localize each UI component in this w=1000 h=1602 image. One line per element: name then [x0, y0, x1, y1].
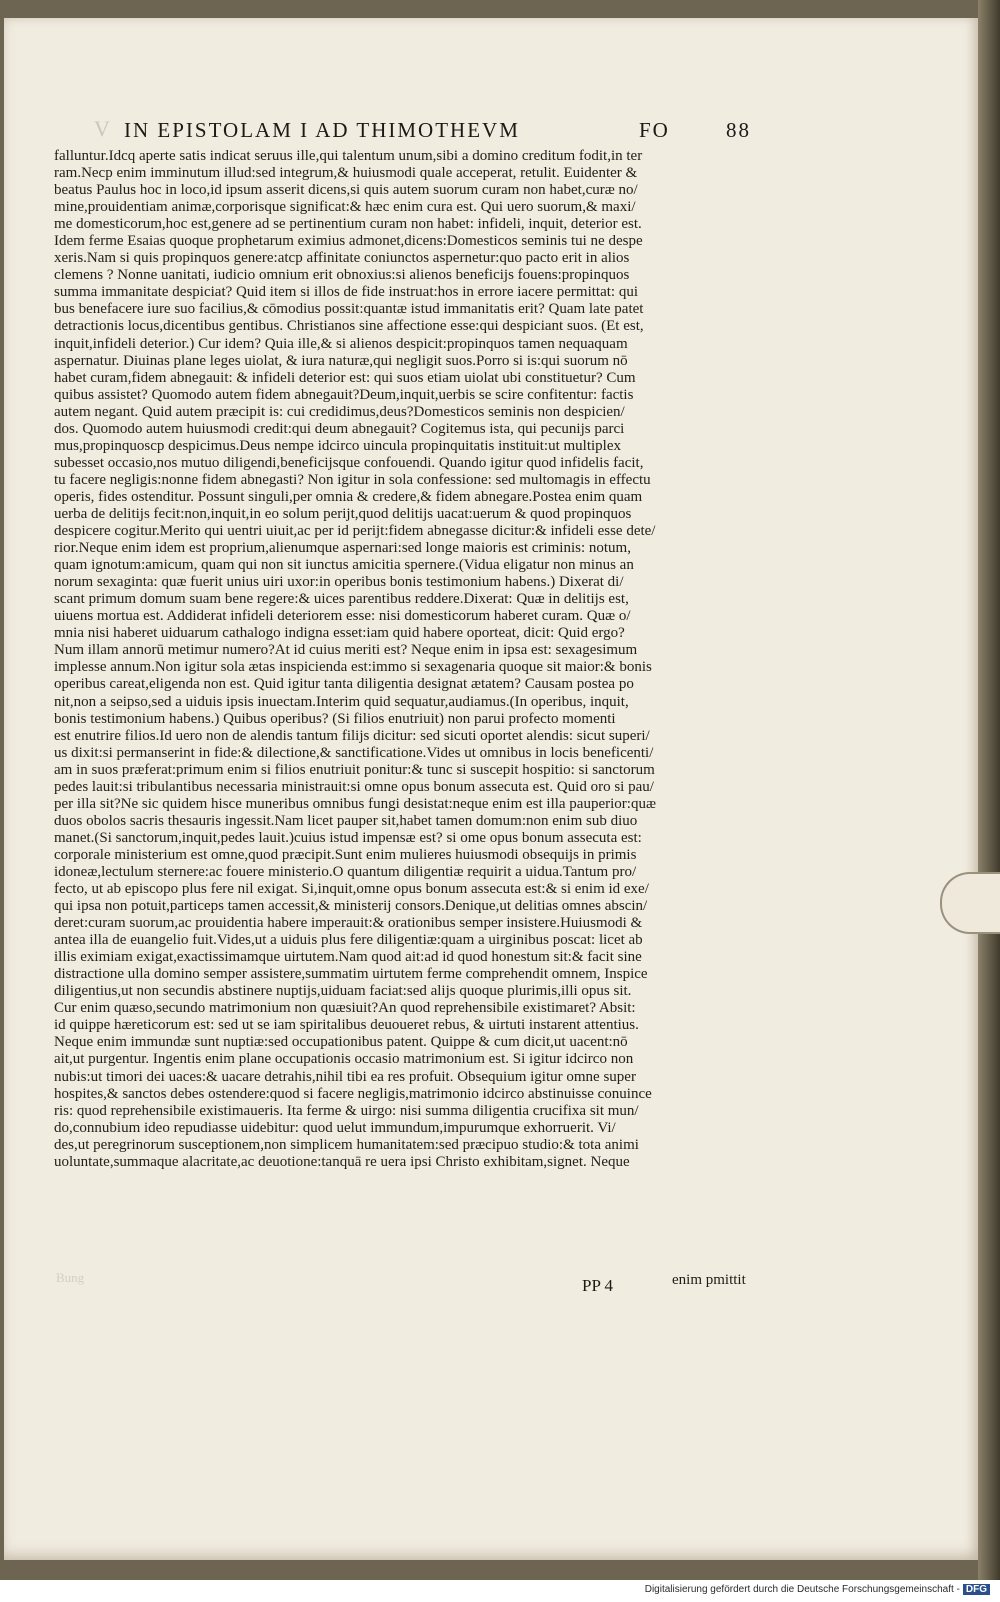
- text-line: bus benefacere iure suo facilius,& cōmodius possit:quantæ istud immanitatis erit? Quam late patet: [54, 301, 644, 318]
- page-edge-shadow: [978, 0, 1000, 1580]
- running-header: [94, 116, 774, 148]
- text-line: mnia nisi haberet uiduarum cathalogo indigna esset:iam quid habere oporteat, dicit: Quid ergo?: [54, 625, 625, 642]
- text-line: am in suos præferat:primum enim si filios enutriuit ponitur:& tunc si suscepit hospitio: si sanctorum: [54, 761, 655, 778]
- text-line: rior.Neque enim idem est proprium,alienumque aspernari:sed longe maioris est criminis: notum,: [54, 540, 631, 557]
- text-line: implesse annum.Non igitur sola ætas inspicienda est:immo si sexagenaria quoque sit maior:& bonis: [54, 659, 652, 676]
- text-line: operis, fides ostenditur. Possunt singuli,per omnia & credere,& fidem abnegare.Postea enim quam: [54, 488, 643, 505]
- text-line: uerba de delitijs fecit:non,inquit,in eo solum perijt,quod delitijs uacat:uerum & quod propinquos: [54, 505, 632, 522]
- text-line: aspernatur. Diuinas plane leges uiolat, & iura naturæ,qui negligit suos.Porro si is:qui suorum nō: [54, 352, 628, 369]
- text-line: despicere cogitur.Merito qui uentri uiuit,ac per id perijt:fidem abnegasse dicitur:& infideli esse dete/: [54, 523, 656, 540]
- text-line: manet.(Si sanctorum,inquit,pedes lauit.)cuius istud impensæ est? si ome opus bonum assecuta est:: [54, 829, 642, 846]
- text-line: nubis:ut timori dei uaces:& uacare detrahis,nihil tibi ea res profuit. Obsequium igitur omne super: [54, 1068, 636, 1085]
- text-line: clemens ? Nonne uanitati, iudicio omnium erit obnoxius:si alienos beneficijs fouens:propinquos: [54, 267, 630, 284]
- text-line: summa immanitate despiciat? Quid item si illos de fide instruat:hos in errore iacere permittat: qui: [54, 284, 639, 301]
- text-line: illis eximiam exigat,exactissimamque uirtutem.Nam quod ait:ad id quod honestum sit:& facit sine: [54, 949, 642, 966]
- text-line: corporale ministerium est omne,quod præcipit.Sunt enim mulieres huiusmodi obsequijs in primis: [54, 846, 637, 863]
- text-line: fecto, ut ab episcopo plus fere nil exigat. Si,inquit,omne opus bonum assecuta est:& si enim id exe/: [54, 881, 649, 898]
- text-line: id quippe hæreticorum est: sed ut se iam spiritalibus deuoueret rebus, & uirtuti instarent attentius.: [54, 1017, 639, 1034]
- text-line: uiuens mortua est. Addiderat infideli deteriorem esse: nisi domesticorum haberet curam. Quæ o/: [54, 608, 631, 625]
- text-line: norum sexaginta: quæ fuerit unius uiri uxor:in operibus bonis testimonium habens.) Dixerat di/: [54, 574, 624, 591]
- footer-text: Digitalisierung gefördert durch die Deutsche Forschungsgemeinschaft -: [644, 1584, 960, 1595]
- text-line: ait,ut purgentur. Ingentis enim plane occupationis occasio matrimonium est. Si igitur idcirco non: [54, 1051, 634, 1068]
- text-line: habet curam,fidem abnegauit: & infideli deterior est: qui suos etiam uiolat ubi constituetur? Cum: [54, 369, 636, 386]
- show-through-letter: V: [94, 116, 112, 141]
- text-line: tu facere negligis:nonne fidem abnegasti? Non igitur in sola confessione: sed multomagis in effectu: [54, 471, 651, 488]
- text-line: des,ut peregrinorum susceptionem,non simplicem humanitatem:sed præcipuo studio:& tota animi: [54, 1136, 639, 1153]
- text-line: me domesticorum,hoc est,genere ad se pertinentium curam non habet: infideli, inquit, deterior est.: [54, 216, 642, 233]
- text-line: per illa sit?Ne sic quidem hisce muneribus omnibus fungi desistat:neque enim est illa pauperior:quæ: [54, 795, 656, 812]
- text-line: est enutrire filios.Id uero non de alendis tantum filijs dicitur: sed sicuti oportet alendis: sicut superi/: [54, 727, 650, 744]
- text-line: detractionis locus,dicentibus gentibus. Christianos sine affectione esse:qui despiciant suos. (Et est,: [54, 318, 644, 335]
- text-line: ris: quod reprehensibile existimaueris. Ita ferme & uirgo: nisi summa diligentia crucifixa sit mun/: [54, 1102, 639, 1119]
- text-line: antea illa de euangelio fuit.Vides,ut a uiduis plus fere diligentiæ:quam a uirginibus poscat: licet ab: [54, 932, 643, 949]
- text-line: inquit,infideli deterior.) Cur idem? Quia ille,& si alienos despicit:propinquos tamen nequaquam: [54, 335, 628, 352]
- text-line: qui ipsa non potuit,particeps tamen accessit,& ministerij consors.Denique,ut delitias omnes abscin/: [54, 898, 648, 915]
- text-line: scant primum domum suam bene regere:& uices parentibus reddere.Dixerat: Quæ in delitijs est,: [54, 591, 629, 608]
- body-text: [54, 148, 774, 1171]
- text-line: quibus assistet? Quomodo autem fidem abnegauit?Deum,inquit,uerbis se scire confitentur: factis: [54, 386, 634, 403]
- text-line: beatus Paulus hoc in loco,id ipsum asserit dicens,si quis autem suorum curam non habet,curæ no/: [54, 182, 638, 199]
- book-page: [4, 18, 981, 1560]
- text-line: distractione ulla domino semper assistere,summatim uirtutem ferme comprehendit omnem, Inspice: [54, 966, 648, 983]
- text-line: diligentius,ut non secundis abstinere nuptijs,uiduam faciat:sed alijs quoque plurimis,illi opus sit.: [54, 983, 632, 1000]
- text-line: Num illam annorū metimur numero?At id cuius meriti est? Neque enim in ipsa est: sexagesimum: [54, 642, 638, 659]
- faint-mark: Bung: [56, 1270, 85, 1285]
- header-title: IN EPISTOLAM I AD THIMOTHEVM: [124, 118, 520, 142]
- text-line: idoneæ,lectulum sternere:ac fouere ministerio.O quantum diligentiæ requirit a uidua.Tantum pro/: [54, 863, 637, 880]
- text-line: us dixit:si permanserint in fide:& dilectione,& sanctificatione.Vides ut omnibus in locis beneficenti/: [54, 744, 654, 761]
- text-line: duos obolos sacris thesauris ingessit.Nam licet pauper sit,habet tamen domum:non enim sub diuo: [54, 812, 638, 829]
- text-line: falluntur.Idcq aperte satis indicat seruus ille,qui talentum unum,sibi a domino creditum fodit,in ter: [54, 148, 643, 164]
- text-line: xeris.Nam si quis propinquos genere:atcp affinitate coniunctos aspernetur:quo pacto erit in alios: [54, 250, 630, 267]
- folio-number: 88: [726, 118, 751, 142]
- text-line: autem negant. Quid autem præcipit is: cui credidimus,deus?Domesticos seminis non despicien/: [54, 403, 625, 420]
- text-line: Cur enim quæso,secundo matrimonium non quæsiuit?An quod reprehensibile existimaret? Absit:: [54, 1000, 636, 1017]
- text-line: mine,prouidentiam animæ,corporisque significat:& hæc enim cura est. Qui uero suorum,& maxi/: [54, 199, 636, 216]
- footer-credit: [645, 1584, 990, 1595]
- signature-mark: PP 4: [582, 1276, 614, 1295]
- text-line: do,connubium ideo repudiasse uidebitur: quod uelut immundum,impurumque exhorruerit. Vi/: [54, 1119, 616, 1136]
- catchword: enim pmittit: [672, 1272, 746, 1288]
- text-line: Neque enim immundæ sunt nuptiæ:sed occupationibus patent. Quippe & cum dicit,ut uacent:nō: [54, 1034, 628, 1051]
- folio-label: FO: [639, 118, 670, 142]
- text-line: bonis testimonium habens.) Quibus operibus? (Si filios enutriuit) non parui profecto momenti: [54, 710, 616, 727]
- text-line: pedes lauit:si tribulantibus necessaria ministrauit:si omne opus bonum assecuta est. Quid oro si pau/: [54, 778, 654, 795]
- text-line: nit,non a seipso,sed a uiduis ipsis inuectam.Interim quid sequatur,audiamus.(In operibus, inquit,: [54, 693, 629, 710]
- text-line: Idem ferme Esaias quoque prophetarum eximius admonet,dicens:Domesticos seminis tui ne despe: [54, 233, 643, 250]
- text-line: ram.Necp enim imminutum illud:sed integrum,& huiusmodi quale acceperat, retulit. Euidenter &: [54, 165, 638, 182]
- text-line: deret:curam suorum,ac prouidentia habere imperauit:& orationibus semper insistere.Huiusmodi &: [54, 915, 643, 932]
- page-tab: [940, 872, 1000, 934]
- dfg-logo: DFG: [963, 1584, 990, 1595]
- text-line: hospites,& sanctos debes ostendere:quod si facere negligis,matrimonio idcirco abstinuisse conuince: [54, 1085, 652, 1102]
- text-line: quam ignotum:amicum, quam qui non sit iunctus amicitia spernere.(Vidua eligatur non minus an: [54, 557, 634, 574]
- text-line: dos. Quomodo autem huiusmodi credit:qui deum abnegauit? Cogitemus ista, qui pecunijs parci: [54, 420, 625, 437]
- text-line: subesset occasio,nos mutuo diligendi,beneficijsque confouendi. Quando igitur quod infidelis facit,: [54, 454, 644, 471]
- text-line: uoluntate,summaque alacritate,ac deuotione:tanquā re uera ipsi Christo exhibitam,signet. Neque: [54, 1153, 630, 1170]
- text-line: operibus careat,eligenda non est. Quid igitur tanta diligentia designat ætatem? Causam postea po: [54, 676, 634, 693]
- text-line: mus,propinquoscp despicimus.Deus nempe idcirco uincula propinquitatis instituit:ut multiplex: [54, 437, 622, 454]
